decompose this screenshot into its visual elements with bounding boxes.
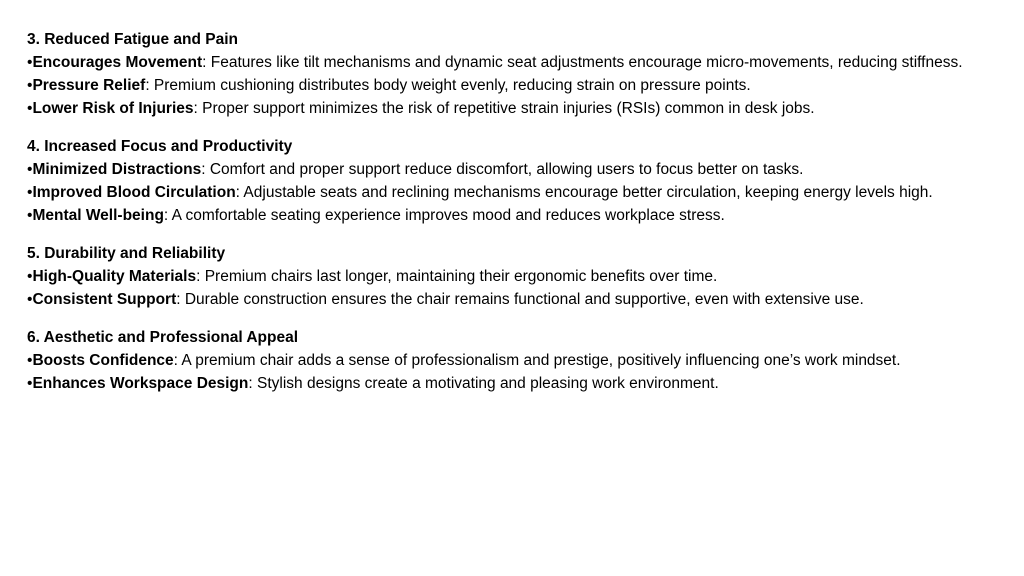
section-reduced-fatigue bbox=[27, 28, 1002, 120]
bullet-marker: • bbox=[27, 268, 33, 285]
bullet-item bbox=[27, 265, 1002, 288]
bullet-text: : Comfort and proper support reduce discomfort, allowing users to focus better on tasks. bbox=[201, 161, 804, 178]
bullet-item bbox=[27, 372, 1002, 395]
bullet-marker: • bbox=[27, 161, 33, 178]
bullet-term: Mental Well-being bbox=[32, 207, 164, 224]
bullet-text: : Premium cushioning distributes body weight evenly, reducing strain on pressure points. bbox=[145, 77, 751, 94]
section-aesthetic-appeal bbox=[27, 326, 1002, 395]
bullet-text: : Stylish designs create a motivating and pleasing work environment. bbox=[248, 375, 719, 392]
bullet-term: Boosts Confidence bbox=[32, 352, 174, 369]
bullet-item bbox=[27, 181, 1002, 204]
bullet-marker: • bbox=[27, 375, 33, 392]
section-heading: 4. Increased Focus and Productivity bbox=[27, 138, 293, 155]
bullet-item bbox=[27, 349, 1002, 372]
section-durability bbox=[27, 242, 1002, 311]
bullet-marker: • bbox=[27, 352, 33, 369]
bullet-text: : Features like tilt mechanisms and dynamic seat adjustments encourage micro-movements, reducing stiffness. bbox=[202, 54, 963, 71]
bullet-term: Consistent Support bbox=[32, 291, 177, 308]
bullet-text: : Adjustable seats and reclining mechanisms encourage better circulation, keeping energy levels high. bbox=[235, 184, 933, 201]
bullet-term: Encourages Movement bbox=[32, 54, 203, 71]
bullet-item bbox=[27, 51, 1002, 74]
bullet-item bbox=[27, 158, 1002, 181]
bullet-marker: • bbox=[27, 54, 33, 71]
bullet-term: Improved Blood Circulation bbox=[32, 184, 236, 201]
section-heading: 3. Reduced Fatigue and Pain bbox=[27, 31, 239, 48]
bullet-marker: • bbox=[27, 207, 33, 224]
bullet-marker: • bbox=[27, 184, 33, 201]
bullet-item bbox=[27, 97, 1002, 120]
bullet-term: Enhances Workspace Design bbox=[32, 375, 249, 392]
bullet-term: Lower Risk of Injuries bbox=[32, 100, 194, 117]
bullet-item bbox=[27, 288, 1002, 311]
bullet-term: Minimized Distractions bbox=[32, 161, 202, 178]
bullet-marker: • bbox=[27, 291, 33, 308]
slide-content bbox=[27, 28, 1002, 410]
section-increased-focus bbox=[27, 135, 1002, 227]
bullet-term: Pressure Relief bbox=[32, 77, 146, 94]
bullet-text: : A premium chair adds a sense of professionalism and prestige, positively influencing one’s work mindset. bbox=[173, 352, 901, 369]
bullet-text: : A comfortable seating experience improves mood and reduces workplace stress. bbox=[163, 207, 725, 224]
bullet-marker: • bbox=[27, 77, 33, 94]
bullet-text: : Proper support minimizes the risk of repetitive strain injuries (RSIs) common in desk jobs. bbox=[193, 100, 815, 117]
bullet-text: : Premium chairs last longer, maintaining their ergonomic benefits over time. bbox=[196, 268, 718, 285]
bullet-item bbox=[27, 74, 1002, 97]
bullet-term: High-Quality Materials bbox=[32, 268, 197, 285]
bullet-item bbox=[27, 204, 1002, 227]
section-heading: 5. Durability and Reliability bbox=[27, 245, 226, 262]
bullet-marker: • bbox=[27, 100, 33, 117]
bullet-text: : Durable construction ensures the chair remains functional and supportive, even with extensive use. bbox=[176, 291, 864, 308]
section-heading: 6. Aesthetic and Professional Appeal bbox=[27, 329, 299, 346]
